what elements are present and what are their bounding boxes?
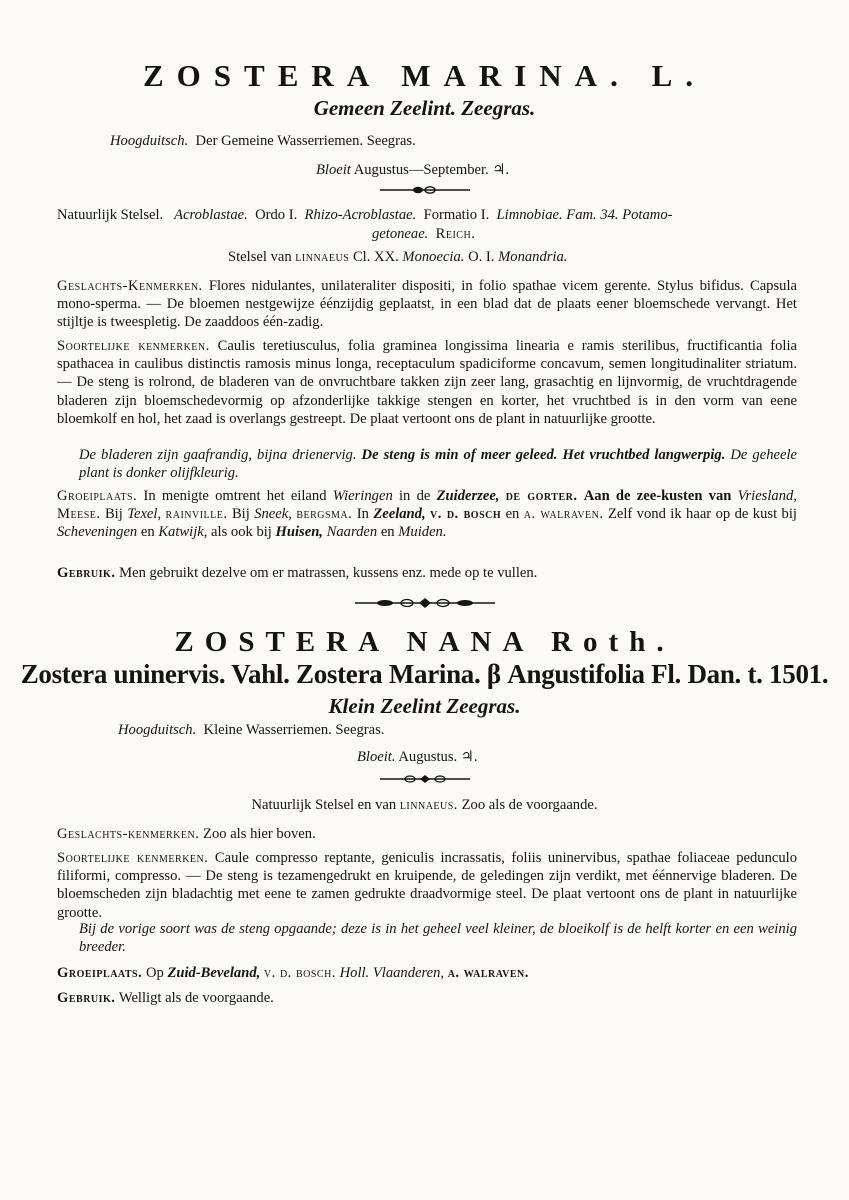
natural-system-line1 — [57, 207, 672, 224]
natural-system-formatio: Formatio I. — [423, 207, 490, 223]
natural-system-family-cont: getoneae. — [372, 226, 429, 242]
habitat-text: In — [356, 506, 369, 523]
species-title: ZOSTERA MARINA. L. — [143, 58, 706, 93]
section-ornament — [355, 597, 495, 609]
habitat-text: Zelf vond ik haar op de kust bij — [607, 506, 797, 523]
usage — [57, 564, 797, 582]
species2-title: ZOSTERA NANA Roth. — [174, 626, 675, 658]
species2-usage — [57, 989, 797, 1007]
species2-flowering-label: Bloeit. — [357, 749, 396, 765]
species2-genus-label: Geslachts-kenmerken. — [57, 826, 200, 842]
habitat-text: Aan de zee-kusten van — [583, 488, 732, 504]
collector-walraven: a. walraven. — [523, 506, 604, 523]
usage-label: Gebruik. — [57, 565, 116, 581]
ornament-divider — [380, 185, 470, 195]
collector-vdbosch: v. d. bosch — [430, 506, 502, 523]
natural-system-author: Reich. — [435, 226, 476, 242]
habitat-label: Groeiplaats. — [57, 488, 138, 504]
place-zeeland: Zeeland, — [373, 506, 426, 523]
linnaeus-name: linnaeus — [295, 249, 350, 265]
genus-characters — [57, 277, 797, 332]
linnaeus-order-name: Monandria. — [498, 249, 568, 265]
note-leaves: De bladeren zijn gaafrandig, bijna drienervig. — [79, 447, 357, 463]
species2-species-label: Soortelijke kenmerken. — [57, 850, 209, 866]
linnaeus-label: Stelsel van — [228, 249, 292, 265]
genus-text: Flores nidulantes, unilateraliter dispositi, in folio spathae vicem gerente. Stylus bifidus. Capsula mono-sperma. — De bloemen nestgewijze éénzijdig geplaatst, in een blad dat de plaats eener bloemschede vervangt. Het stijltje is tweespletig. De zaaddoos één-zadig. — [57, 278, 797, 331]
place-sneek: Sneek, — [254, 506, 292, 523]
collector-meese: Meese. — [57, 506, 101, 523]
place-huizen: Huisen, — [275, 524, 323, 541]
habitat-text: en — [140, 524, 155, 541]
species2-usage-label: Gebruik. — [57, 990, 116, 1006]
collector-gorter: de gorter. — [505, 488, 578, 504]
natural-system-class: Acroblastae. — [174, 207, 248, 223]
flowering-label: Bloeit — [316, 162, 351, 178]
collector-rainville: rainville. — [165, 506, 228, 523]
natural-system-family: Limnobiae. Fam. 34. Potamo- — [496, 207, 673, 223]
german-name-line — [110, 133, 416, 150]
habitat — [57, 487, 797, 542]
species2-collector-walraven: a. walraven. — [447, 965, 529, 981]
habitat-text: als ook bij — [211, 524, 272, 541]
habitat-text: in de — [399, 488, 431, 504]
species2-genus-text: Zoo als hier boven. — [203, 826, 316, 842]
linnaeus-order: O. I. — [468, 249, 495, 265]
species2-linnaeus: linnaeus. — [399, 797, 458, 813]
linnaeus-class-name: Monoecia. — [402, 249, 465, 265]
natural-system-line2 — [372, 226, 475, 243]
species2-german-name: Kleine Wasserriemen. Seegras. — [203, 722, 385, 738]
habitat-text: Bij — [104, 506, 123, 523]
species2-natural-label: Natuurlijk Stelsel en van — [251, 797, 397, 813]
species2-habitat-label: Groeiplaats. — [57, 965, 143, 981]
species2-genus-characters — [57, 825, 797, 843]
place-holl-vlaanderen: Holl. Vlaanderen, — [339, 965, 445, 981]
place-katwijk: Katwijk, — [158, 524, 208, 541]
species2-collector-vdbosch: v. d. bosch. — [263, 965, 336, 981]
species2-ornament — [380, 774, 470, 784]
place-zuid-beveland: Zuid-Beveland, — [167, 965, 261, 981]
habitat-text: en — [380, 524, 395, 541]
collector-bergsma: bergsma. — [296, 506, 353, 523]
note-colour: De geheele plant is donker olijfkleurig. — [79, 447, 797, 482]
species2-german-line — [118, 722, 384, 739]
dutch-name: Gemeen Zeelint. Zeegras. — [313, 96, 536, 120]
habitat-text: en — [505, 506, 520, 523]
place-scheveningen: Scheveningen — [57, 524, 138, 541]
natural-system-label: Natuurlijk Stelsel. — [57, 207, 164, 223]
genus-label: Geslachts-Kenmerken. — [57, 278, 203, 294]
species2-note-text: Bij de vorige soort was de steng opgaande; deze is in het geheel veel kleiner, de bloeikolf is de helft korter en een weinig breeder. — [79, 921, 797, 956]
place-texel: Texel, — [127, 506, 162, 523]
place-naarden: Naarden — [326, 524, 378, 541]
place-wieringen: Wieringen — [332, 488, 393, 504]
linnaeus-class: Cl. XX. — [352, 249, 399, 265]
species-characters — [57, 337, 797, 428]
species2-usage-text: Welligt als de voorgaande. — [118, 990, 274, 1006]
species2-natural-system — [0, 797, 849, 814]
species2-natural-text: Zoo als de voorgaande. — [461, 797, 598, 813]
species2-species-characters — [57, 849, 797, 922]
species2-habitat-text: Op — [145, 965, 164, 981]
species-label: Soortelijke kenmerken. — [57, 338, 210, 354]
flowering-line — [316, 161, 509, 179]
usage-text: Men gebruikt dezelve om er matrassen, kussens enz. mede op te vullen. — [119, 565, 538, 581]
species2-habitat — [57, 964, 797, 982]
german-name: Der Gemeine Wasserriemen. Seegras. — [195, 133, 416, 149]
german-label: Hoogduitsch. — [110, 133, 189, 149]
habitat-text: In menigte omtrent het eiland — [143, 488, 327, 504]
place-vriesland: Vriesland, — [737, 488, 797, 504]
notes-italic — [57, 446, 797, 482]
species2-synonyms: Zostera uninervis. Vahl. Zostera Marina. β Angustifolia Fl. Dan. t. 1501. — [20, 659, 829, 689]
species2-note — [57, 920, 797, 956]
species2-german-label: Hoogduitsch. — [118, 722, 197, 738]
species2-species-text: Caule compresso reptante, geniculis incrassatis, foliis uninervibus, spathae foliaceae pedunculo filiformi, compresso. — De steng is tezamengedrukt en kruipende, de geledingen zijn verdikt, met éénnervige bladeren. De bloemscheden zijn bladachtig met eene te zamen gedrukte draadvormige steel. De plaat vertoont ons de plant in natuurlijke grootte. — [57, 850, 797, 921]
species2-flowering-period: Augustus. ♃. — [398, 749, 478, 765]
habitat-text: Bij — [231, 506, 250, 523]
species2-dutch-name: Klein Zeelint Zeegras. — [328, 694, 521, 718]
species-text: Caulis teretiusculus, folia graminea longissima linearia e ramis sterilibus, fructificantia folia spathacea in caulibus distinctis ramosis minus longa, receptaculum spadiciforme concavum, semen longitudinaliter striatum. — De steng is rolrond, de bladeren van de onvruchtbare takken zijn zeer lang, grasachtig en lijnvormig, de vruchtdragende bladeren zijn bloemschedevormig op afzonderlijke takkige stengen en korter, het vruchtbed is in den vorm van eene bloemkolf en hol, het zaad is overlangs gestreept. De plaat vertoont ons de plant in natuurlijke grootte. — [57, 338, 798, 427]
linnaeus-system-line — [228, 249, 567, 266]
natural-system-order-name: Rhizo-Acroblastae. — [304, 207, 417, 223]
place-muiden: Muiden. — [398, 524, 447, 541]
note-stem: De steng is min of meer geleed. Het vruchtbed langwerpig. — [361, 447, 726, 463]
species2-flowering-line — [357, 748, 478, 766]
place-zuiderzee: Zuiderzee, — [436, 488, 500, 504]
flowering-period: Augustus—September. ♃. — [353, 162, 510, 178]
natural-system-order: Ordo I. — [255, 207, 298, 223]
